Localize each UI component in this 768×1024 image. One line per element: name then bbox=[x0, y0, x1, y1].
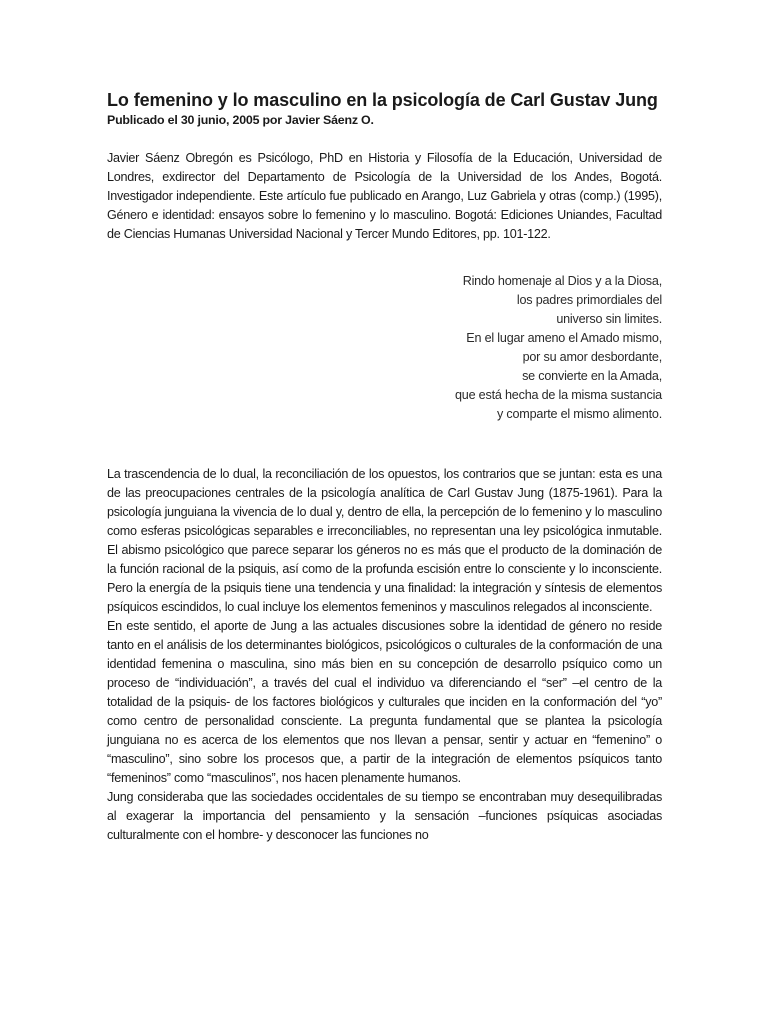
poem-line: se convierte en la Amada, bbox=[522, 369, 662, 383]
poem-line: los padres primordiales del bbox=[516, 293, 662, 307]
body-paragraph-1: La trascendencia de lo dual, la reconciliación de los opuestos, los contrarios que se juntan: esta es una de las preocupaciones centrales de la psicología analítica de Carl Gustav Jung (1875-1961). Para la psicología junguiana la vivencia de lo dual y, dentro de ella, la percepción de lo femenino y lo masculino como esferas psicológicas separables e irreconciliables, no representan una ley psicológica inmutable. El abismo psicológico que parece separar los géneros no es más que el producto de la dominación de la función racional de la psiquis, así como de la profunda escisión entre lo consciente y lo inconsciente. Pero la energía de la psiquis tiene una tendencia y una finalidad: la integración y síntesis de elementos psíquicos escindidos, lo cual incluye los elementos femeninos y masculinos relegados al inconsciente. bbox=[107, 467, 662, 614]
article-title: Lo femenino y lo masculino en la psicología de Carl Gustav Jung bbox=[107, 90, 658, 110]
poem-line: por su amor desbordante, bbox=[522, 350, 662, 364]
poem-line: que está hecha de la misma sustancia bbox=[454, 388, 662, 402]
epigraph-poem bbox=[107, 272, 662, 424]
article-byline: Publicado el 30 junio, 2005 por Javier Sáenz O. bbox=[107, 113, 374, 127]
body-paragraph-2: En este sentido, el aporte de Jung a las actuales discusiones sobre la identidad de género no reside tanto en el análisis de los determinantes biológicos, psicológicos o culturales de la conformación de una identidad femenina o masculina, sino más bien en su concepción de desarrollo psíquico como un proceso de “individuación”, a través del cual el individuo va diferenciando el “ser” –el centro de la totalidad de la psiquis- de los factores biológicos y culturales que inciden en la conformación del “yo” como centro de personalidad consciente. La pregunta fundamental que se plantea la psicología junguiana no es acerca de los elementos que nos llevan a pensar, sentir y actuar en “femenino” o “masculino”, sino sobre los procesos que, a partir de la integración de elementos psíquicos tanto “femeninos” como “masculinos”, nos hacen plenamente humanos. bbox=[107, 619, 662, 785]
body-paragraph-3: Jung consideraba que las sociedades occidentales de su tiempo se encontraban muy desequilibradas al exagerar la importancia del pensamiento y la sensación –funciones psíquicas asociadas culturalmente con el hombre- y desconocer las funciones no bbox=[107, 790, 662, 842]
poem-line: Rindo homenaje al Dios y a la Diosa, bbox=[462, 274, 662, 288]
poem-line: y comparte el mismo alimento. bbox=[497, 407, 662, 421]
author-bio-paragraph: Javier Sáenz Obregón es Psicólogo, PhD en Historia y Filosofía de la Educación, Universidad de Londres, exdirector del Departamento de Psicología de la Universidad de los Andes, Bogotá. Investigador independiente. Este artículo fue publicado en Arango, Luz Gabriela y otras (comp.) (1995), Género e identidad: ensayos sobre lo femenino y lo masculino. Bogotá: Ediciones Uniandes, Facultad de Ciencias Humanas Universidad Nacional y Tercer Mundo Editores, pp. 101-122. bbox=[107, 151, 662, 241]
poem-line: universo sin limites. bbox=[556, 312, 662, 326]
poem-line: En el lugar ameno el Amado mismo, bbox=[466, 331, 662, 345]
document-page bbox=[107, 88, 662, 845]
